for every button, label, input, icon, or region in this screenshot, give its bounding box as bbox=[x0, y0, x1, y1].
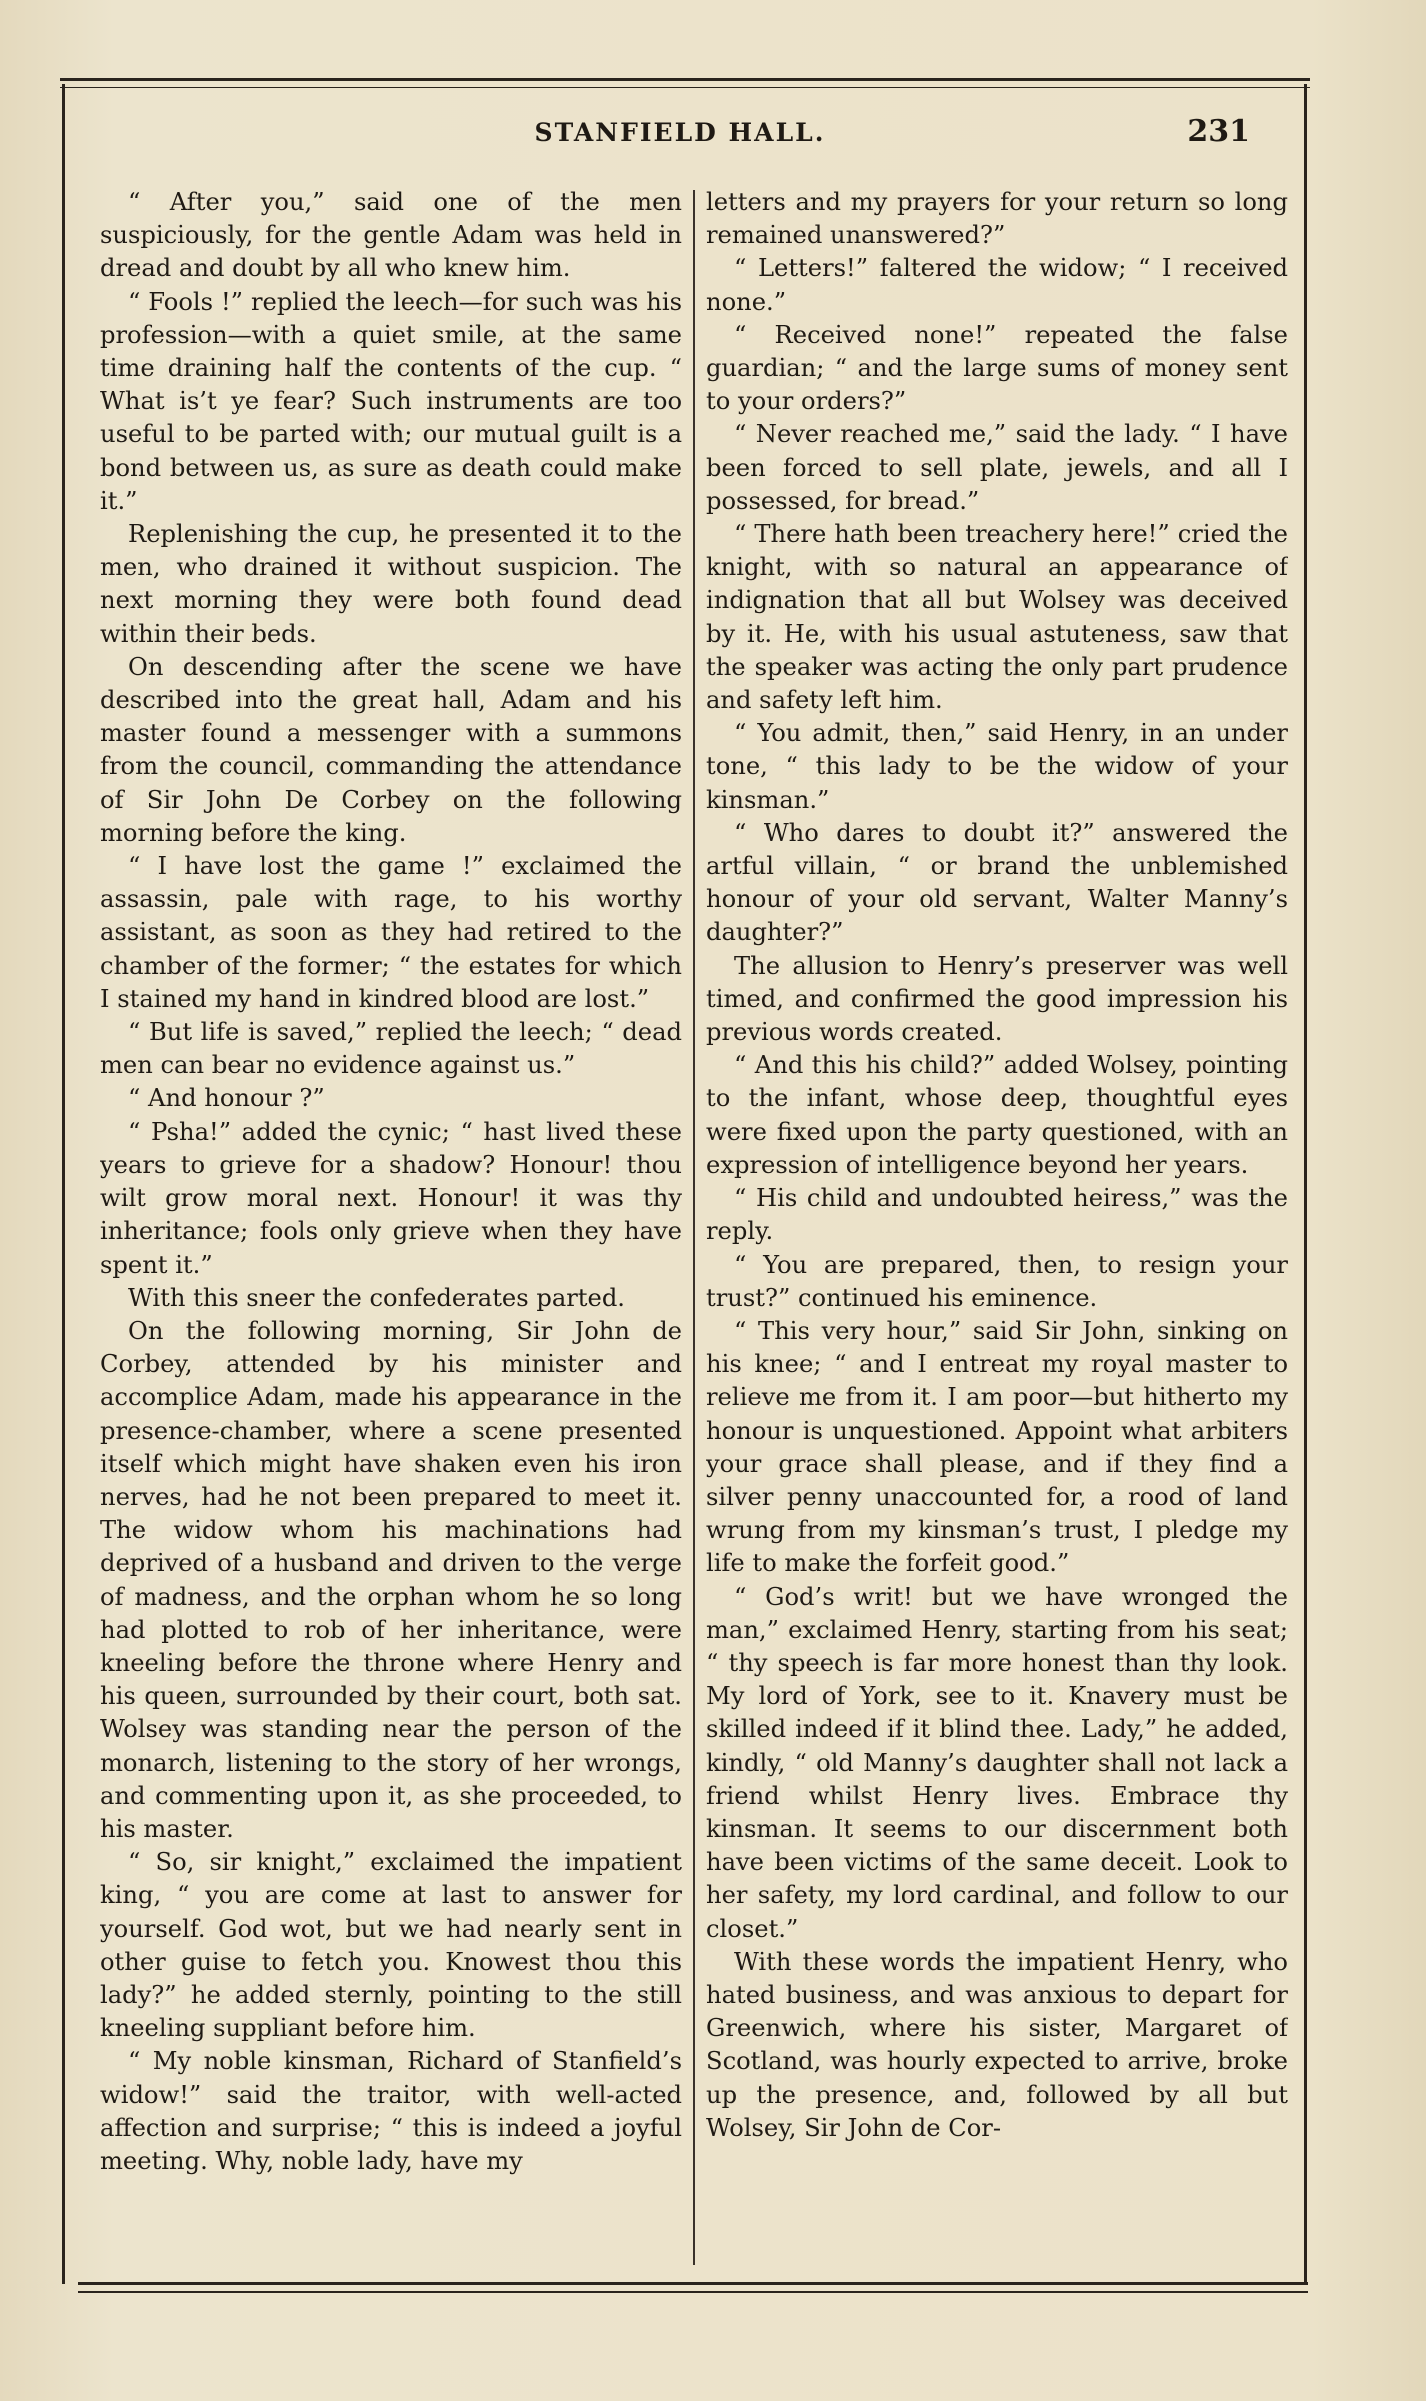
paragraph: “ Psha!” added the cynic; “ hast lived these years to grieve for a shadow? Honour! thou wilt grow moral next. Honour! it was thy inheritance; fools only grieve when they have spent it.” bbox=[100, 1117, 682, 1279]
paragraph: “ Fools !” replied the leech—for such was his profession—with a quiet smile, at the same time draining half the contents of the cup. “ What is’t ye fear? Such instruments are too useful to be parted with; our mutual guilt is a bond between us, as sure as death could make it.” bbox=[100, 287, 682, 515]
paragraph: “ You are prepared, then, to resign your trust?” continued his eminence. bbox=[706, 1250, 1288, 1312]
paragraph: “ I have lost the game !” exclaimed the assassin, pale with rage, to his worthy assistant, as soon as they had retired to the chamber of the former; “ the estates for which I stained my hand in kindred blood are lost.” bbox=[100, 852, 682, 1013]
paragraph: letters and my prayers for your return so long remained unanswered?” bbox=[706, 188, 1288, 250]
paragraph: “ Letters!” faltered the widow; “ I received none.” bbox=[706, 254, 1288, 316]
paragraph: Replenishing the cup, he presented it to the men, who drained it without suspicion. The next morning they were both found dead within their beds. bbox=[100, 520, 682, 648]
paragraph: “ Received none!” repeated the false guardian; “ and the large sums of money sent to your orders?” bbox=[706, 320, 1288, 416]
paragraph: “ You admit, then,” said Henry, in an under tone, “ this lady to be the widow of your kinsman.” bbox=[706, 719, 1288, 814]
paragraph: With this sneer the confederates parted. bbox=[128, 1283, 626, 1312]
paragraph: On the following morning, Sir John de Corbey, attended by his minister and accomplice Adam, made his appearance in the presence-chamber, where a scene presented itself which might have shaken even his iron nerves, had he not been prepared to meet it. The widow whom his machinations had deprived of a husband and driven to the verge of madness, and the orphan whom he so long had plotted to rob of her inheritance, were kneeling before the throne where Henry and his queen, surrounded by their court, both sat. Wolsey was standing near the person of the monarch, listening to the story of her wrongs, and commenting upon it, as she proceeded, to his master. bbox=[100, 1316, 682, 1843]
paragraph: “ There hath been treachery here!” cried the knight, with so natural an appearance of indignation that all but Wolsey was deceived by it. He, with his usual astuteness, saw that the speaker was acting the only part prudence and safety left him. bbox=[706, 520, 1288, 715]
paragraph: “ And this his child?” added Wolsey, pointing to the infant, whose deep, thoughtful eyes were fixed upon the party questioned, with an expression of intelligence beyond her years. bbox=[706, 1051, 1288, 1179]
paragraph: “ His child and undoubted heiress,” was the reply. bbox=[706, 1184, 1288, 1246]
paragraph: On descending after the scene we have described into the great hall, Adam and his master found a messenger with a summons from the council, commanding the attendance of Sir John De Corbey on the following morning before the king. bbox=[100, 652, 682, 847]
left-text-column bbox=[100, 186, 682, 2266]
paragraph: “ Never reached me,” said the lady. “ I have been forced to sell plate, jewels, and all I possessed, for bread.” bbox=[706, 420, 1288, 515]
top-border-rule bbox=[60, 78, 1310, 88]
paragraph: With these words the impatient Henry, who hated business, and was anxious to depart for Greenwich, where his sister, Margaret of Scotland, was hourly expected to arrive, broke up the presence, and, followed by all but Wolsey, Sir John de Cor- bbox=[706, 1947, 1288, 2142]
paragraph: “ And honour ?” bbox=[128, 1084, 325, 1113]
paragraph: “ So, sir knight,” exclaimed the impatient king, “ you are come at last to answer for yourself. God wot, but we had nearly sent in other guise to fetch you. Knowest thou this lady?” he added sternly, pointing to the still kneeling suppliant before him. bbox=[100, 1848, 682, 2043]
page-number: 231 bbox=[1187, 114, 1250, 149]
right-border-rule bbox=[1304, 84, 1307, 2284]
paragraph: “ Who dares to doubt it?” answered the artful villain, “ or brand the unblemished honour of your old servant, Walter Manny’s daughter?” bbox=[706, 818, 1288, 947]
column-divider bbox=[693, 190, 695, 2265]
left-border-rule bbox=[62, 84, 65, 2284]
page-header bbox=[70, 110, 1290, 160]
running-title: STANFIELD HALL. bbox=[534, 118, 826, 147]
paragraph: The allusion to Henry’s preserver was well timed, and confirmed the good impression his previous words created. bbox=[706, 951, 1288, 1047]
paragraph: “ But life is saved,” replied the leech; “ dead men can bear no evidence against us.” bbox=[100, 1018, 682, 1080]
bottom-border-rule bbox=[78, 2282, 1308, 2293]
paragraph: “ After you,” said one of the men suspiciously, for the gentle Adam was held in dread and doubt by all who knew him. bbox=[100, 188, 682, 283]
paragraph: “ This very hour,” said Sir John, sinking on his knee; “ and I entreat my royal master to relieve me from it. I am poor—but hitherto my honour is unquestioned. Appoint what arbiters your grace shall please, and if they find a silver penny unaccounted for, a rood of land wrung from my kinsman’s trust, I pledge my life to make the forfeit good.” bbox=[706, 1316, 1288, 1578]
paragraph: “ God’s writ! but we have wronged the man,” exclaimed Henry, starting from his seat; “ thy speech is far more honest than thy look. My lord of York, see to it. Knavery must be skilled indeed if it blind thee. Lady,” he added, kindly, “ old Manny’s daughter shall not lack a friend whilst Henry lives. Embrace thy kinsman. It seems to our discernment both have been victims of the same deceit. Look to her safety, my lord cardinal, and follow to our closet.” bbox=[706, 1582, 1288, 1943]
right-text-column bbox=[706, 186, 1288, 2266]
paragraph: “ My noble kinsman, Richard of Stanfield’s widow!” said the traitor, with well-acted affection and surprise; “ this is indeed a joyful meeting. Why, noble lady, have my bbox=[100, 2047, 682, 2175]
